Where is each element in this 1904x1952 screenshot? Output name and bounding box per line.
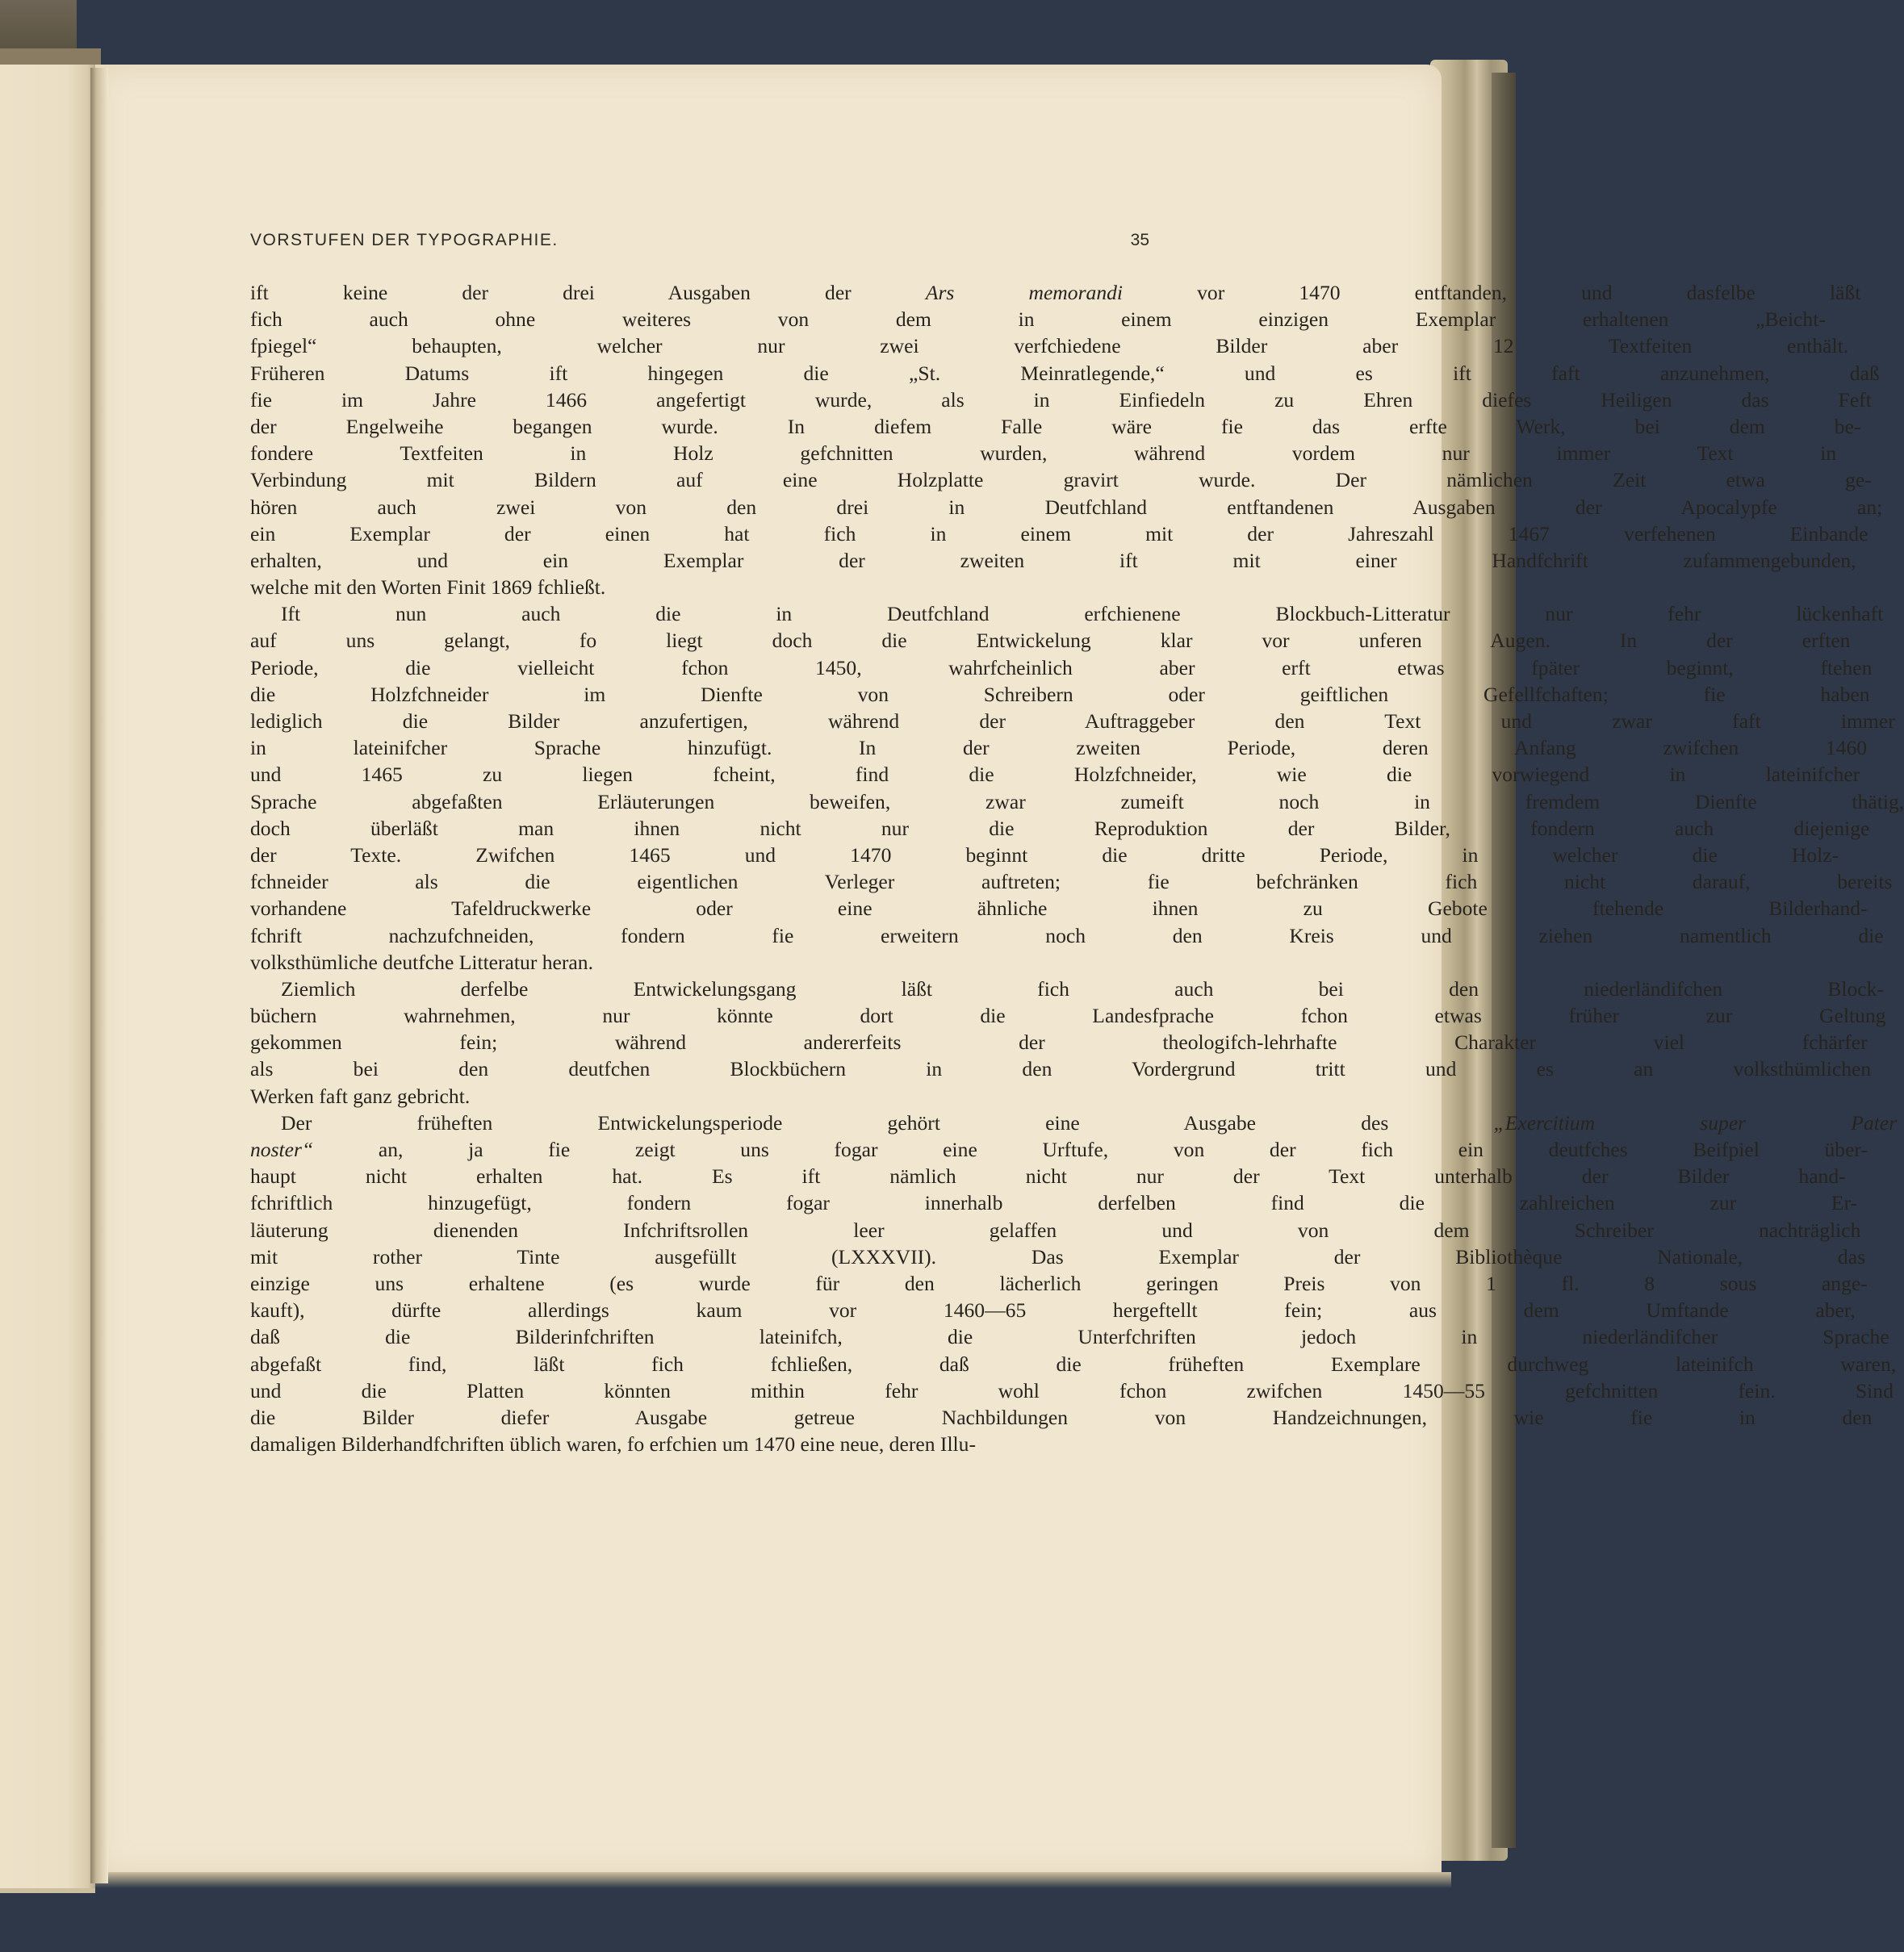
text-run: fchriftlich hinzugefügt, fondern fogar innerhalb derfelben find die zahlreichen zur Er- [250, 1191, 1858, 1215]
text-run: haupt nicht erhalten hat. Es ift nämlich nicht nur der Text unterhalb der Bilder hand- [250, 1164, 1846, 1189]
text-line [250, 734, 1868, 761]
text-run: fondere Textfeiten in Holz gefchnitten wurden, während vordem nur immer Text in [250, 441, 1837, 466]
text-line [250, 922, 1884, 949]
body-text [250, 279, 1904, 1457]
text-run: die Holzfchneider im Dienfte von Schreibern oder geiftlichen Gefellfchaften; fie haben [250, 682, 1870, 706]
text-run: in lateinifcher Sprache hinzufügt. In der zweiten Periode, deren Anfang zwifchen 1460 [250, 736, 1868, 760]
text-line [250, 332, 1849, 359]
text-line [250, 654, 1873, 681]
text-run: büchern wahrnehmen, nur könnte dort die Landesfprache fchon etwas früher zur Geltung [250, 1004, 1886, 1028]
text-line [250, 466, 1872, 493]
text-run: läuterung dienenden Infchriftsrollen leer gelaffen und von dem Schreiber nachträglich [250, 1218, 1861, 1242]
text-line [250, 1002, 1886, 1029]
book-gutter [90, 68, 108, 1883]
text-run: damaligen Bilderhandfchriften üblich waren, fo erfchien um 1470 eine neue, deren Illu- [250, 1432, 976, 1457]
text-line [250, 868, 1893, 895]
text-run: als bei den deutfchen Blockbüchern in den Vordergrund tritt und es an volksthümlichen [250, 1057, 1872, 1081]
text-run: ift keine der drei Ausgaben der [250, 281, 926, 304]
text-run: Periode, die vielleicht fchon 1450, wahrfcheinlich aber erft etwas fpäter beginnt, ftehen [250, 655, 1873, 679]
text-run: Werken faft ganz gebricht. [250, 1084, 471, 1108]
text-line [250, 600, 1884, 627]
text-run: vorhandene Tafeldruckwerke oder eine ähnliche ihnen zu Gebote ftehende Bilderhand- [250, 897, 1868, 921]
text-run: welche mit den Worten Finit 1869 fchließt. [250, 575, 606, 600]
text-run: lediglich die Bilder anzufertigen, während der Auftraggeber den Text und zwar faft immer [250, 709, 1895, 733]
text-line [250, 306, 1826, 332]
left-page-edge [0, 65, 95, 1893]
page-shadow [95, 1872, 1451, 1888]
text-line [250, 547, 1856, 574]
text-run: mit rother Tinte ausgefüllt (LXXXVII). Das Exemplar der Bibliothèque Nationale, das [250, 1244, 1866, 1269]
text-run: Ift nun auch die in Deutfchland erfchienene Blockbuch-Litteratur nur fehr lückenhaft [281, 602, 1884, 626]
text-line [250, 1404, 1873, 1431]
text-line [250, 520, 1868, 547]
text-run: fchneider als die eigentlichen Verleger auftreten; fie befchränken fich nicht darauf, bereits [250, 870, 1893, 894]
text-line [250, 1351, 1897, 1377]
text-run: einzige uns erhaltene (es wurde für den lächerlich geringen Preis von 1 fl. 8 sous ange- [250, 1271, 1868, 1295]
text-run: der Engelweihe begangen wurde. In diefem Falle wäre fie das erfte Werk, bei dem be- [250, 414, 1861, 438]
text-line [250, 708, 1895, 734]
paragraph [250, 976, 1886, 1110]
text-run: die Bilder diefer Ausgabe getreue Nachbildungen von Handzeichnungen, wie fie in den [250, 1405, 1873, 1429]
text-run: fich auch ohne weiteres von dem in einem einzigen Exemplar erhaltenen „Beicht- [250, 307, 1826, 332]
italic-title: „Exercitium super Pater [1493, 1110, 1898, 1135]
text-line [250, 574, 1149, 600]
text-line [250, 1136, 1868, 1163]
text-run: gekommen fein; während andererfeits der theologifch-lehrhafte Charakter viel fchärfer [250, 1030, 1868, 1055]
text-run: kauft), dürfte allerdings kaum vor 1460—65 hergeftellt fein; aus dem Umftande aber, [250, 1298, 1856, 1323]
text-run: und 1465 zu liegen fcheint, find die Holzfchneider, wie die vorwiegend in lateinifcher [250, 763, 1860, 787]
text-run: ein Exemplar der einen hat fich in einem mit der Jahreszahl 1467 verfehenen Einbande [250, 521, 1868, 545]
page-number: 35 [1130, 231, 1149, 249]
text-line [250, 815, 1870, 842]
text-line [250, 1297, 1856, 1323]
text-run: fie im Jahre 1466 angefertigt wurde, als in Einfiedeln zu Ehren diefes Heiligen das Feft [250, 387, 1872, 412]
text-line [250, 788, 1904, 815]
text-run: Früheren Datums ift hingegen die „St. Meinratlegende,“ und es ift faft anzunehmen, daß [250, 361, 1880, 385]
text-line [250, 895, 1868, 922]
text-line [250, 413, 1861, 440]
text-line [250, 627, 1851, 654]
text-line [250, 440, 1837, 466]
text-run: erhalten, und ein Exemplar der zweiten ift mit einer Handfchrift zufammengebunden, [250, 548, 1856, 572]
text-line [250, 387, 1872, 413]
text-line [250, 494, 1883, 520]
text-run: der Texte. Zwifchen 1465 und 1470 beginnt die dritte Periode, in welcher die Holz- [250, 842, 1839, 867]
paragraph [250, 600, 1904, 976]
text-line [250, 976, 1884, 1002]
text-run: Ziemlich derfelbe Entwickelungsgang läßt fich auch bei den niederländifchen Block- [281, 976, 1884, 1001]
text-run: Sprache abgefaßten Erläuterungen beweifen, zwar zumeift noch in fremdem Dienfte thätig, [250, 789, 1904, 813]
text-line [250, 1431, 1149, 1457]
text-run: hören auch zwei von den drei in Deutfchland entftandenen Ausgaben der Apocalypfe an; [250, 495, 1883, 519]
text-run: abgefaßt find, läßt fich fchließen, daß die früheften Exemplare durchweg lateinifch waren, [250, 1352, 1897, 1376]
running-title: VORSTUFEN DER TYPOGRAPHIE. [250, 231, 559, 249]
text-run: auf uns gelangt, fo liegt doch die Entwickelung klar vor unferen Augen. In der erften [250, 629, 1851, 653]
text-line [250, 1189, 1858, 1216]
text-line [250, 1377, 1894, 1404]
text-run: an, ja fie zeigt uns fogar eine Urftufe, von der fich ein deutfches Beifpiel über- [313, 1138, 1868, 1161]
text-run: doch überläßt man ihnen nicht nur die Reproduktion der Bilder, fondern auch diejenige [250, 816, 1870, 840]
paragraph [250, 279, 1883, 600]
text-line [250, 360, 1880, 387]
paragraph [250, 1110, 1898, 1457]
text-line [250, 1163, 1846, 1189]
text-line [250, 279, 1861, 306]
text-line [250, 1110, 1898, 1136]
text-line [250, 1029, 1868, 1055]
text-line [250, 949, 1149, 976]
text-line [250, 1055, 1872, 1082]
text-run: daß die Bilderinfchriften lateinifch, die Unterfchriften jedoch in niederländifcher Sprache [250, 1325, 1889, 1349]
running-head [250, 231, 1149, 263]
text-line [250, 1323, 1889, 1350]
text-line [250, 1270, 1868, 1297]
text-line [250, 1217, 1861, 1244]
text-run: Verbindung mit Bildern auf eine Holzplatte gravirt wurde. Der nämlichen Zeit etwa ge- [250, 468, 1872, 492]
text-line [250, 842, 1839, 868]
text-line [250, 1244, 1866, 1270]
italic-title: noster“ [250, 1138, 314, 1161]
text-run: vor 1470 entftanden, und dasfelbe läßt [1123, 281, 1861, 304]
italic-title: Ars memorandi [925, 281, 1124, 304]
text-run: und die Platten könnten mithin fehr wohl fchon zwifchen 1450—55 gefchnitten fein. Sind [250, 1378, 1894, 1402]
text-run: fpiegel“ behaupten, welcher nur zwei verfchiedene Bilder aber 12 Textfeiten enthält. [250, 334, 1849, 358]
text-line [250, 761, 1860, 788]
text-run: fchrift nachzufchneiden, fondern fie erweitern noch den Kreis und ziehen namentlich die [250, 923, 1884, 947]
text-run: Der früheften Entwickelungsperiode gehört eine Ausgabe des [281, 1110, 1494, 1135]
text-line [250, 681, 1870, 708]
text-run: volksthümliche deutfche Litteratur heran. [250, 950, 593, 974]
text-line [250, 1083, 1149, 1110]
